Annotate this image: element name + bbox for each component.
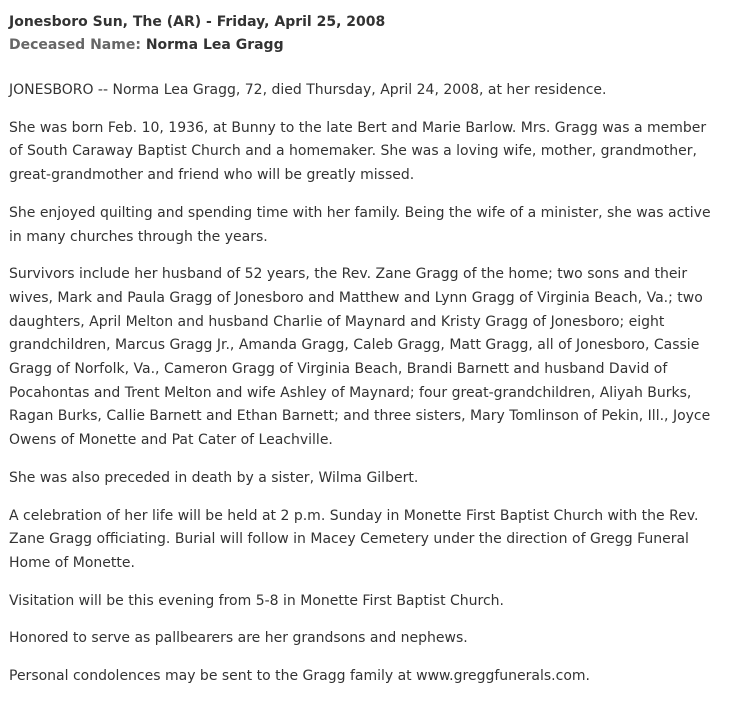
publication-line xyxy=(9,11,712,34)
paragraph-condolences: Personal condolences may be sent to the Gragg family at www.greggfunerals.com. xyxy=(9,668,590,685)
paragraph-preceded: She was also preceded in death by a sister, Wilma Gilbert. xyxy=(9,469,419,486)
deceased-line xyxy=(9,34,712,57)
publication-date: Friday, April 25, 2008 xyxy=(216,14,386,30)
paragraph-survivors: Survivors include her husband of 52 years, the Rev. Zane Gragg of the home; two sons and their wives, Mark and Paula Gragg of Jonesboro and Matthew and Lynn Gragg of Virginia Beach, Va.; two daughters, April Melton and husband Charlie of Maynard and Kristy Gragg of Jonesboro; eight grandchildren, Marcus Gragg Jr., Amanda Gragg, Caleb Gragg, Matt Gragg, all of Jonesboro, Cassie Gragg of Norfolk, Va., Cameron Gragg of Virginia Beach, Brandi Barnett and husband David of Pocahontas and Trent Melton and wife Ashley of Maynard; four great-grandchildren, Aliyah Burks, Ragan Burks, Callie Barnett and Ethan Barnett; and three sisters, Mary Tomlinson of Pekin, Ill., Joyce Owens of Monette and Pat Cater of Leachville. xyxy=(9,266,711,449)
paragraph-interests: She enjoyed quilting and spending time with her family. Being the wife of a minister, she was active in many churches through the years. xyxy=(9,204,711,245)
publication-source: Jonesboro Sun, The (AR) xyxy=(9,14,202,30)
deceased-name: Norma Lea Gragg xyxy=(145,37,284,53)
obituary-body xyxy=(9,79,712,689)
paragraph-biography: She was born Feb. 10, 1936, at Bunny to the late Bert and Marie Barlow. Mrs. Gragg was a member of South Caraway Baptist Church and a homemaker. She was a loving wife, mother, grandmother, great-grandmother and friend who will be greatly missed. xyxy=(9,119,707,184)
publication-separator: - xyxy=(206,14,212,30)
paragraph-service: A celebration of her life will be held at 2 p.m. Sunday in Monette First Baptist Church with the Rev. Zane Gragg officiating. Burial will follow in Macey Cemetery under the direction of Gregg Funeral Home of Monette. xyxy=(9,507,699,571)
paragraph-pallbearers: Honored to serve as pallbearers are her grandsons and nephews. xyxy=(9,630,468,647)
deceased-label: Deceased Name: xyxy=(9,37,141,53)
paragraph-death-notice: JONESBORO -- Norma Lea Gragg, 72, died Thursday, April 24, 2008, at her residence. xyxy=(9,82,607,98)
paragraph-visitation: Visitation will be this evening from 5-8 in Monette First Baptist Church. xyxy=(9,592,504,609)
